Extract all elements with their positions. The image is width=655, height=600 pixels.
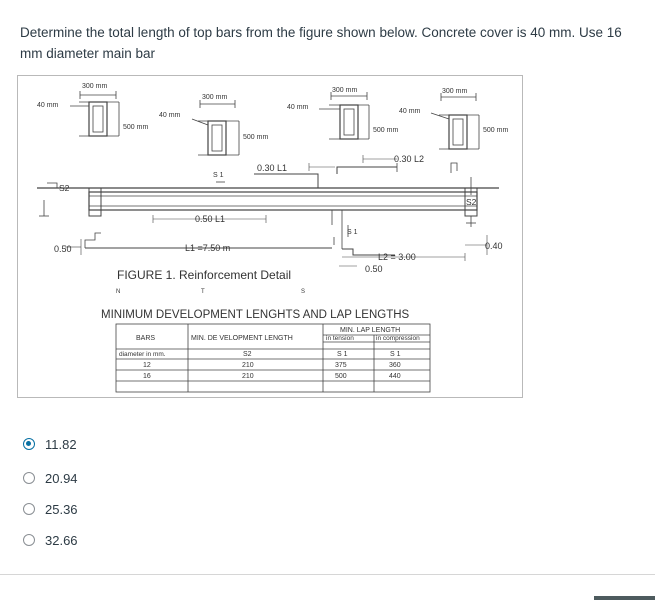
option-2-radio[interactable] [23,472,35,484]
row1-tension: 375 [335,362,347,369]
bars-header: BARS [136,335,156,342]
diameter-label: diameter in mm. [119,351,166,358]
col-width-label-2: 300 mm [202,94,228,101]
s2-right-label: S2 [466,197,477,207]
table-title: MINIMUM DEVELOPMENT LENGHTS AND LAP LENGTHS [101,309,410,321]
cover-label-3: 40 mm [287,104,309,111]
ruler-t: T [201,289,205,295]
s1-compression-label: S 1 [390,351,401,358]
row2-dev: 210 [242,373,254,380]
l1-length-label: L1 =7.50 m [185,243,231,253]
s1-tension-label: S 1 [337,351,348,358]
option-3[interactable] [23,498,78,520]
left-050-label: 0.50 [54,244,72,254]
row1-comp: 360 [389,362,401,369]
cover-label-1: 40 mm [37,102,59,109]
s2-col-label: S2 [243,351,252,358]
option-3-label: 25.36 [45,501,78,517]
depth-label-4: 500 mm [483,127,509,134]
figure-caption: FIGURE 1. Reinforcement Detail [117,268,292,282]
ruler-n: N [116,289,121,295]
s1-mid-label: S 1 [213,172,224,179]
row1-dia: 12 [143,362,151,369]
row2-dia: 16 [143,373,151,380]
col-width-label-1: 300 mm [82,83,108,90]
depth-label-2: 500 mm [243,134,269,141]
row2-comp: 440 [389,373,401,380]
col-width-label-3: 300 mm [332,87,358,94]
l2-length-label: L2 = 3.00 [378,252,416,262]
right-040-label: 0.40 [485,241,503,251]
option-2[interactable] [23,467,78,489]
s1-right-label: S 1 [347,229,358,236]
s2-left-label: S2 [59,183,70,193]
option-1[interactable] [23,433,77,455]
option-1-label: 11.82 [45,436,77,452]
tension-header: in tension [326,335,354,342]
option-1-radio[interactable] [23,438,35,450]
050-l1-label: 0.50 L1 [195,214,226,224]
cover-label-2: 40 mm [159,112,181,119]
bottom-050-label: 0.50 [365,264,383,274]
horizontal-scrollbar[interactable] [594,596,655,600]
030-l2-label: 0.30 L2 [394,154,425,164]
cover-label-4: 40 mm [399,108,421,115]
lap-header: MIN. LAP LENGTH [340,327,401,334]
option-4-label: 32.66 [45,532,78,548]
option-2-label: 20.94 [45,470,78,486]
depth-label-3: 500 mm [373,127,399,134]
row1-dev: 210 [242,362,254,369]
col-width-label-4: 300 mm [442,88,468,95]
reinforcement-figure [17,75,523,399]
row2-tension: 500 [335,373,347,380]
depth-label-1: 500 mm [123,124,149,131]
option-4-radio[interactable] [23,534,35,546]
compression-header: in compression [376,335,420,342]
option-4[interactable] [23,529,78,551]
option-3-radio[interactable] [23,503,35,515]
ruler-s: S [301,289,306,295]
030-l1-label: 0.30 L1 [257,163,288,173]
question-text: Determine the total length of top bars from the figure shown below. Concrete cover is 40 mm. Use 16 mm diameter main bar [20,25,622,61]
dev-header: MIN. DE VELOPMENT LENGTH [191,335,293,342]
